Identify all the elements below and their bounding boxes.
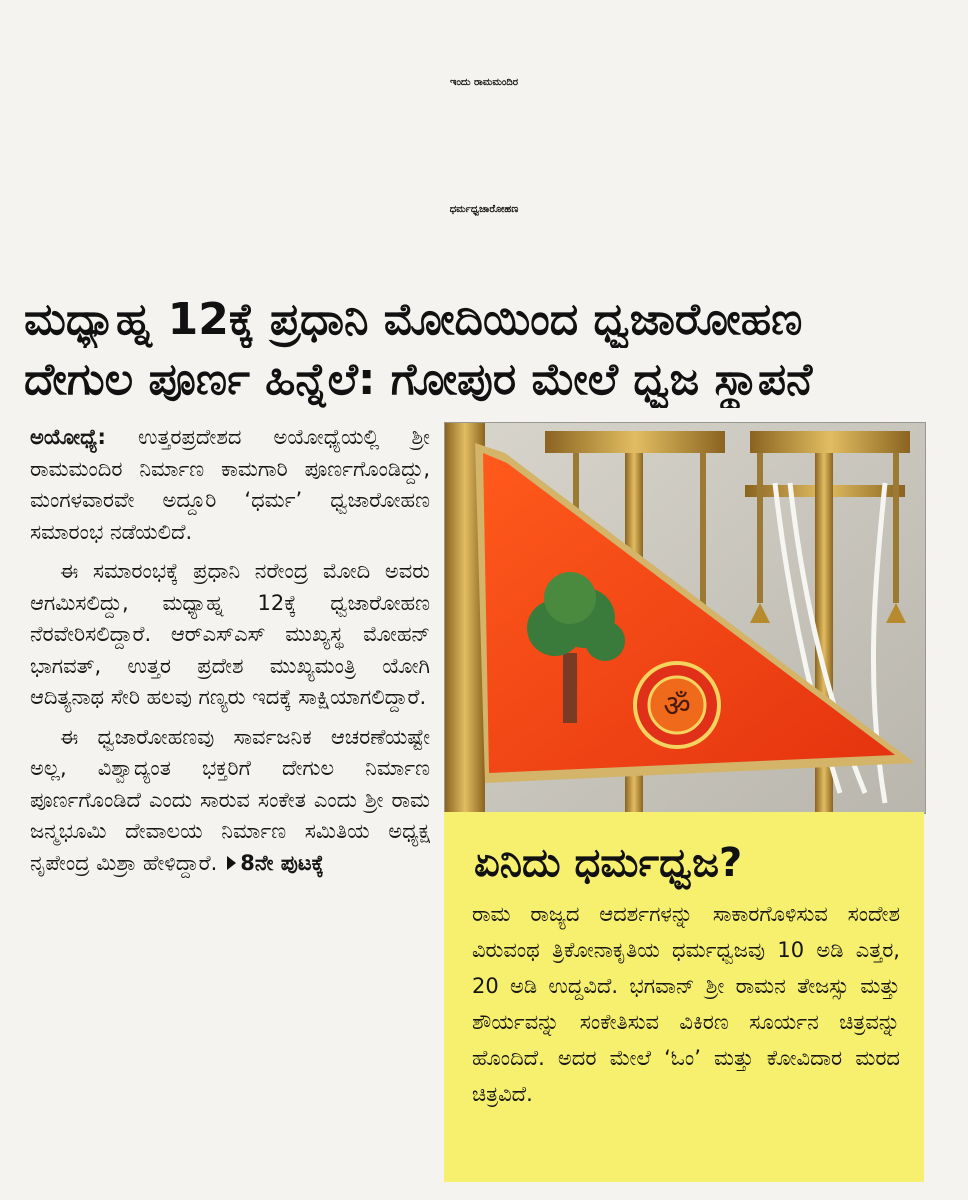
headline-line-1: ಇಂದು ರಾಮಮಂದಿರ: [449, 77, 519, 88]
subheadline-line-2: ದೇಗುಲ ಪೂರ್ಣ ಹಿನ್ನೆಲೆ: ಗೋಪುರ ಮೇಲೆ ಧ್ವಜ ಸ್ಥಾಪನೆ: [24, 354, 813, 405]
article-body: [30, 422, 430, 1192]
continued-on-page[interactable]: [217, 851, 324, 875]
article-paragraph-3: [30, 722, 430, 880]
continued-on-page-label: 8ನೇ ಪುಟಕ್ಕೆ: [240, 850, 324, 875]
om-symbol: ॐ: [663, 689, 691, 724]
paragraph-1-text: ಉತ್ತರಪ್ರದೇಶದ ಅಯೋಧ್ಯೆಯಲ್ಲಿ ಶ್ರೀ ರಾಮಮಂದಿರ ನಿರ್ಮಾಣ ಕಾಮಗಾರಿ ಪೂರ್ಣಗೊಂಡಿದ್ದು, ಮಂಗಳವಾರವೇ ಅದ್ದೂರಿ ‘ಧರ್ಮ’ ಧ್ವಜಾರೋಹಣ ಸಮಾರಂಭ ನಡೆಯಲಿದೆ.: [30, 425, 430, 544]
sidebar-text: ರಾಮ ರಾಜ್ಯದ ಆದರ್ಶಗಳನ್ನು ಸಾಕಾರಗೊಳಿಸುವ ಸಂದೇಶ ವಿರುವಂಥ ತ್ರಿಕೋನಾಕೃತಿಯ ಧರ್ಮಧ್ವಜವು 10 ಅಡಿ ಎತ್ತರ, 20 ಅಡಿ ಉದ್ದವಿದೆ. ಭಗವಾನ್ ಶ್ರೀ ರಾಮನ ತೇಜಸ್ಸು ಮತ್ತು ಶೌರ್ಯವನ್ನು ಸಂಕೇತಿಸುವ ವಿಕಿರಣ ಸೂರ್ಯನ ಚಿತ್ರವನ್ನು ಹೊಂದಿದೆ. ಅದರ ಮೇಲೆ ‘ಓಂ’ ಮತ್ತು ಕೋವಿದಾರ ಮರದ ಚಿತ್ರವಿದೆ.: [472, 902, 900, 1106]
headline-line-2: ಧರ್ಮಧ್ವಜಾರೋಹಣ: [449, 204, 519, 215]
article-paragraph-1: [30, 422, 430, 548]
sidebar-box: [444, 812, 924, 1182]
sun-om-icon: [635, 663, 719, 747]
subheadline-line-1: ಮಧ್ಯಾಹ್ನ 12ಕ್ಕೆ ಪ್ರಧಾನಿ ಮೋದಿಯಿಂದ ಧ್ವಜಾರೋಹಣ: [24, 294, 803, 345]
crossbar-right: [750, 431, 910, 453]
play-arrow-icon: [227, 856, 236, 870]
sidebar-title: ಏನಿದು ಧರ್ಮಧ್ವಜ?: [474, 840, 743, 886]
flag-illustration: [445, 423, 925, 813]
article-paragraph-2: ಈ ಸಮಾರಂಭಕ್ಕೆ ಪ್ರಧಾನಿ ನರೇಂದ್ರ ಮೋದಿ ಅವರು ಆಗಮಿಸಲಿದ್ದು, ಮಧ್ಯಾಹ್ನ 12ಕ್ಕೆ ಧ್ವಜಾರೋಹಣ ನೆರವೇರಿಸಲಿದ್ದಾರೆ. ಆರ್‌ಎಸ್‌ಎಸ್ ಮುಖ್ಯಸ್ಥ ಮೋಹನ್ ಭಾಗವತ್, ಉತ್ತರ ಪ್ರದೇಶ ಮುಖ್ಯಮಂತ್ರಿ ಯೋಗಿ ಆದಿತ್ಯನಾಥ ಸೇರಿ ಹಲವು ಗಣ್ಯರು ಇದಕ್ಕೆ ಸಾಕ್ಷಿಯಾಗಲಿದ್ದಾರೆ.: [30, 559, 430, 709]
crossbar-left: [545, 431, 725, 453]
dateline: ಅಯೋಧ್ಯೆ:: [30, 425, 106, 449]
paragraph-3-text: ಈ ಧ್ವಜಾರೋಹಣವು ಸಾರ್ವಜನಿಕ ಆಚರಣೆಯಷ್ಟೇ ಅಲ್ಲ, ವಿಶ್ವಾದ್ಯಂತ ಭಕ್ತರಿಗೆ ದೇಗುಲ ನಿರ್ಮಾಣ ಪೂರ್ಣಗೊಂಡಿದೆ ಎಂದು ಸಾರುವ ಸಂಕೇತ ಎಂದು ಶ್ರೀ ರಾಮ ಜನ್ಮಭೂಮಿ ದೇವಾಲಯ ನಿರ್ಮಾಣ ಸಮಿತಿಯ ಅಧ್ಯಕ್ಷ ನೃಪೇಂದ್ರ ಮಿಶ್ರಾ ಹೇಳಿದ್ದಾರೆ.: [30, 724, 430, 875]
flag-photo: [444, 422, 926, 814]
